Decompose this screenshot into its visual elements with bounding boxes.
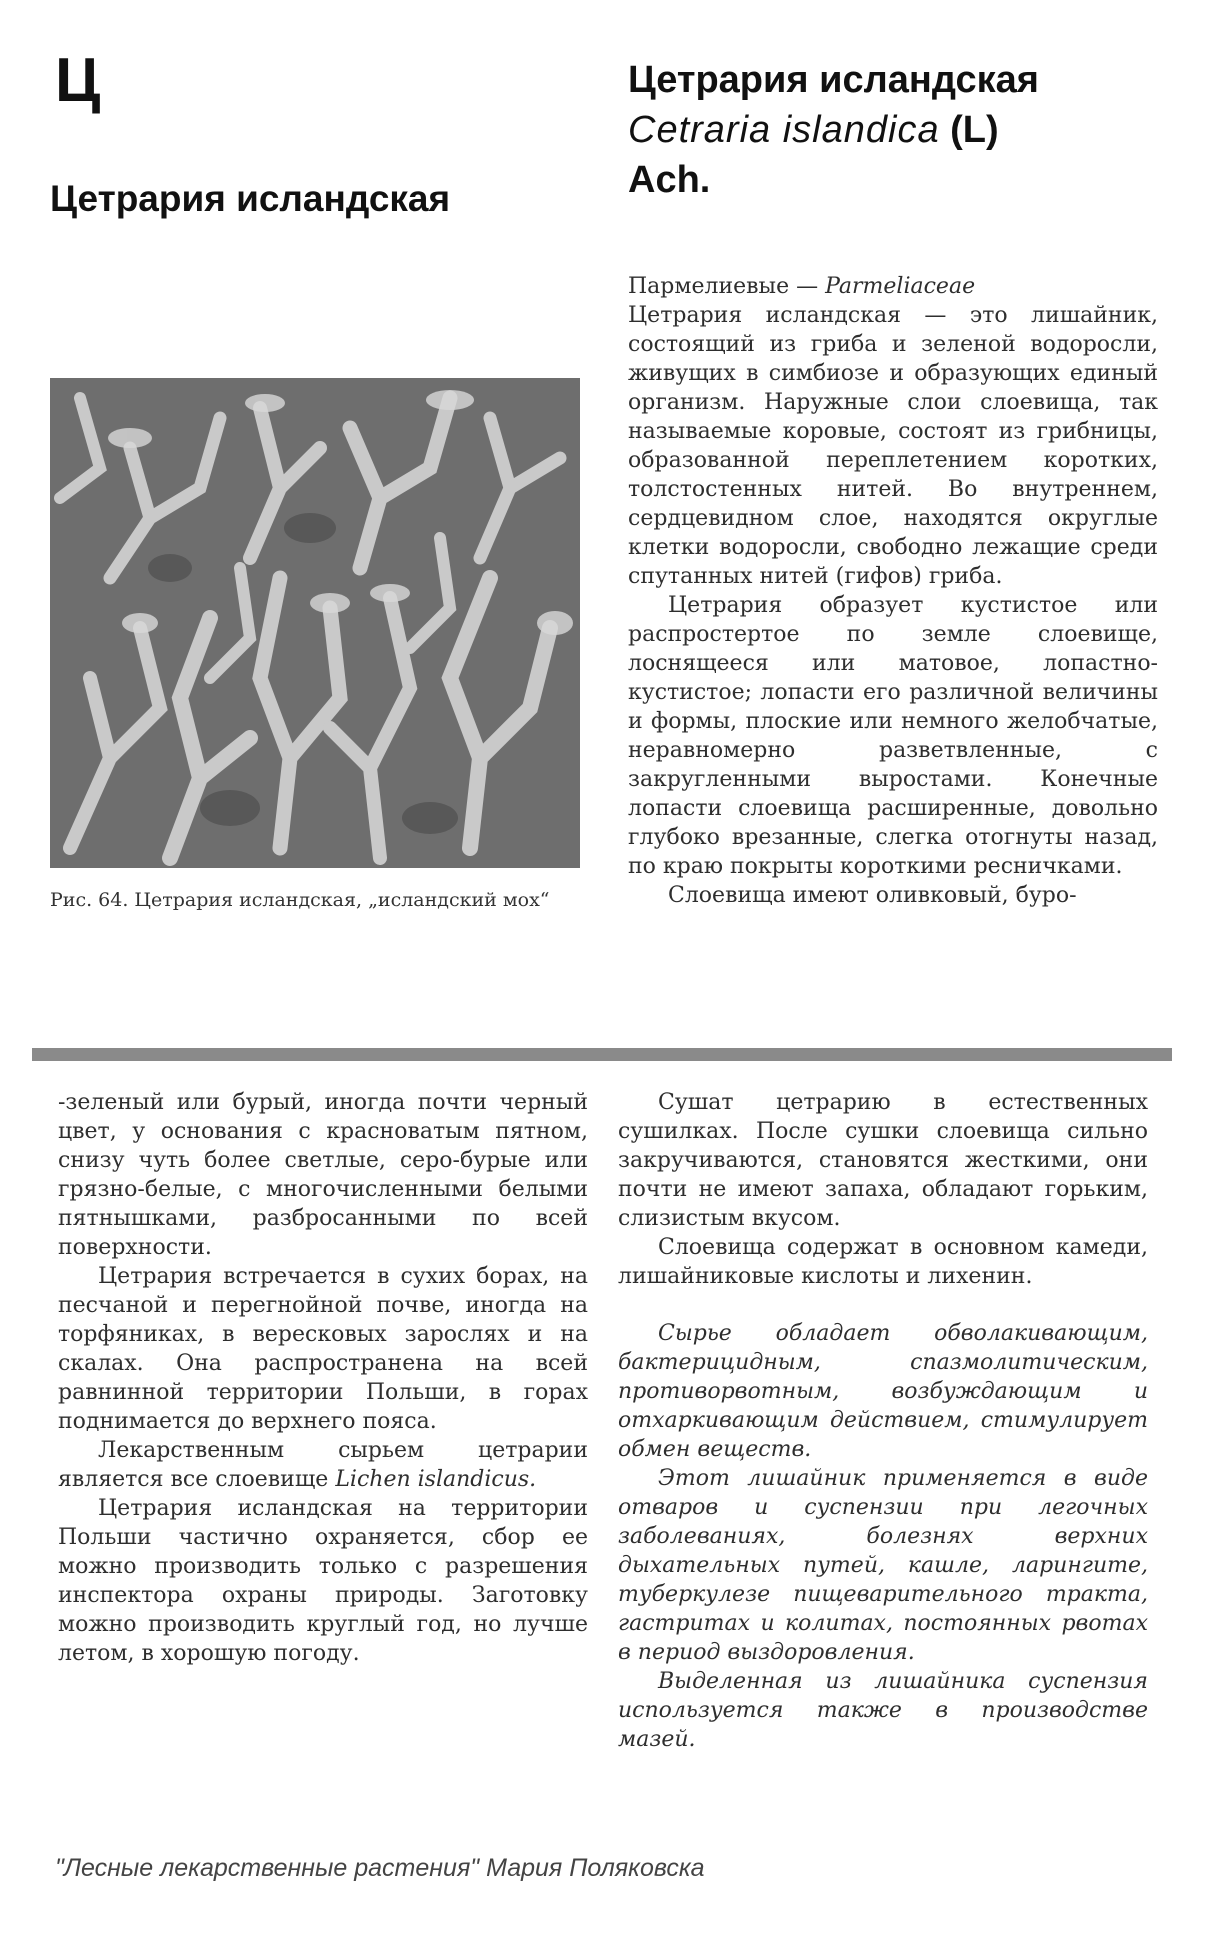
section-divider [32,1048,1172,1061]
paragraph: -зеленый или бурый, иногда почти черный цвет, у основания с красноватым пятном, снизу чуть более светлые, серо-бурые или грязно-белые, с многочисленными белыми пятнышками, разбросанными по всей поверхности. [58,1090,588,1260]
paragraph: Этот лишайник применяется в виде отваров и суспензии при легочных заболеваниях, болезнях верхних дыхательных путей, кашле, ларингите, туберкулезе пищеварительного тракта, гастритах и колитах, постоянных рвотах в период выздоровления. [618,1466,1148,1665]
article-title [628,55,1188,205]
bottom-right-column [618,1088,1148,1754]
author-abbrev-2: Ach. [628,159,711,201]
latin-drug-name: Lichen islandicus. [335,1467,537,1492]
paragraph: Сырье обладает обволакивающим, бактерицидным, спазмолитическим, противорвотным, возбуждающим и отхаркивающим действием, стимулирует обмен веществ. [618,1321,1148,1462]
paragraph: Цетрария исландская на территории Польши частично охраняется, сбор ее можно производить только с разрешения инспектора охраны природы. Заготовку можно производить круглый год, но лучше летом, в хорошую погоду. [58,1496,588,1666]
title-russian: Цетрария исландская [628,59,1039,101]
family-russian: Пармелиевые — [628,274,819,299]
properties-block [618,1319,1148,1754]
source-credit: "Лесные лекарственные растения" Мария Поляковска [55,1854,705,1882]
left-title: Цетрария исландская [50,178,451,219]
family-latin: Parmeliaceae [825,274,976,299]
title-latin-line [628,105,1188,155]
paragraph: Сушат цетрарию в естественных сушилках. После сушки слоевища сильно закручиваются, становятся жесткими, они почти не имеют запаха, обладают горьким, слизистым вкусом. [618,1090,1148,1231]
bottom-left-column [58,1088,588,1668]
paragraph: Слоевища имеют оливковый, буро- [668,883,1077,908]
paragraph: Цетрария исландская — это лишайник, состоящий из гриба и зеленой водоросли, живущих в симбиозе и образующих единый организм. Наружные слои слоевища, так называемые коровые, состоят из грибницы, образованной переплетением коротких, толстостенных нитей. Во внутреннем, сердцевидном слое, находятся округлые клетки водоросли, свободно лежащие среди спутанных нитей (гифов) гриба. [628,303,1158,589]
author-abbrev-1: (L) [950,109,999,151]
lichen-photo [50,378,580,868]
paragraph-text: Лекарственным сырьем цетрарии является все слоевище [58,1438,588,1492]
latin-name: Cetraria islandica [628,109,940,151]
family-line [628,272,1158,301]
paragraph: Цетрария встречается в сухих борах, на песчаной и перегнойной почве, иногда на торфяниках, в вересковых зарослях и на скалах. Она распространена на всей равнинной территории Польши, в горах поднимается до верхнего пояса. [58,1264,588,1434]
paragraph: Цетрария образует кустистое или распростертое по земле слоевище, лоснящееся или матовое, лопастно-кустистое; лопасти его различной величины и формы, плоские или немного желобчатые, неравномерно разветвленные, с закругленными выростами. Конечные лопасти слоевища расширенные, довольно глубоко врезанные, слегка отогнуты назад, по краю покрыты короткими ресничками. [628,593,1158,879]
paragraph: Слоевища содержат в основном камеди, лишайниковые кислоты и лихенин. [618,1235,1148,1289]
paragraph: Выделенная из лишайника суспензия используется также в производстве мазей. [618,1669,1148,1752]
top-right-column [628,272,1158,910]
figure-caption: Рис. 64. Цетрария исландская, „исландский мох“ [50,889,550,911]
section-letter: Ц [55,46,101,115]
paragraph [58,1436,588,1494]
